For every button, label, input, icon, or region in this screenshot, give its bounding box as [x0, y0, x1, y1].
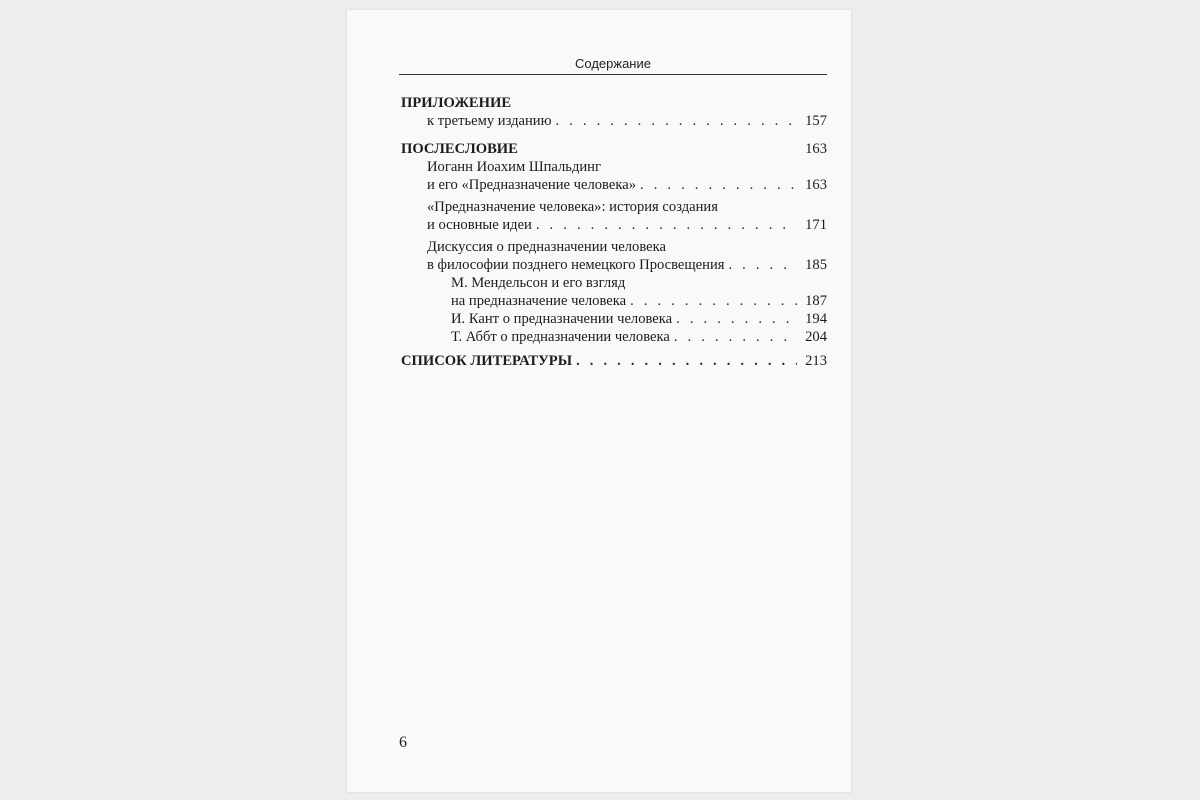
toc-entry-afterword	[401, 140, 827, 158]
toc-page-number: 163	[805, 177, 827, 193]
header-rule	[399, 74, 827, 75]
toc-page-number: 187	[805, 293, 827, 309]
toc-entry-title: и основные идеи	[427, 217, 532, 233]
toc-entry-title: «Предназначение человека»: история создания	[427, 199, 718, 215]
toc-page-number: 204	[805, 329, 827, 345]
toc-dot-leader	[728, 256, 797, 274]
toc-dot-leader	[676, 310, 797, 328]
toc-page-number: 157	[805, 113, 827, 129]
toc-dot-leader	[640, 176, 797, 194]
toc-dot-leader	[674, 328, 797, 346]
toc-entry-discussion-line2	[401, 256, 827, 274]
toc-entry-title: и его «Предназначение человека»	[427, 177, 636, 193]
toc-entry-appendix-title	[401, 94, 827, 112]
toc-entry-title: на предназначение человека	[451, 293, 627, 309]
toc-entry-appendix-third-edition	[401, 112, 827, 130]
toc-entry-history-line1	[401, 198, 827, 216]
toc-entry-spalding-line2	[401, 176, 827, 194]
toc-dot-leader	[536, 216, 797, 234]
toc-dot-leader	[630, 292, 797, 310]
toc-entry-mendelssohn-line1	[401, 274, 827, 292]
toc-dot-leader	[576, 352, 797, 370]
toc-entry-bibliography	[401, 352, 827, 370]
toc-entry-title: СПИСОК ЛИТЕРАТУРЫ	[401, 353, 573, 369]
toc-entry-title: ПОСЛЕСЛОВИЕ	[401, 141, 518, 157]
toc-entry-title: Т. Аббт о предназначении человека	[451, 329, 670, 345]
toc-entry-title: М. Мендельсон и его взгляд	[451, 275, 626, 291]
book-page	[347, 10, 851, 792]
toc-dot-leader	[556, 112, 798, 130]
toc-entry-mendelssohn-line2	[401, 292, 827, 310]
toc-entry-kant	[401, 310, 827, 328]
toc-entry-title: Дискуссия о предназначении человека	[427, 239, 666, 255]
toc-entry-title: Иоганн Иоахим Шпальдинг	[427, 159, 601, 175]
running-head: Содержание	[575, 56, 651, 71]
toc-page-number: 213	[805, 353, 827, 369]
toc-entry-title: в философии позднего немецкого Просвещения	[427, 257, 725, 273]
toc-page-number: 171	[805, 217, 827, 233]
toc-page-number: 194	[805, 311, 827, 327]
page-number: 6	[399, 734, 407, 751]
toc-entry-title: к третьему изданию	[427, 113, 552, 129]
toc-entry-history-line2	[401, 216, 827, 234]
toc-page-number: 185	[805, 257, 827, 273]
toc-entry-abbt	[401, 328, 827, 346]
toc-entry-spalding-line1	[401, 158, 827, 176]
toc-entry-title: И. Кант о предназначении человека	[451, 311, 673, 327]
toc-entry-title: ПРИЛОЖЕНИЕ	[401, 95, 512, 111]
toc-entry-discussion-line1	[401, 238, 827, 256]
toc-page-number: 163	[805, 141, 827, 157]
